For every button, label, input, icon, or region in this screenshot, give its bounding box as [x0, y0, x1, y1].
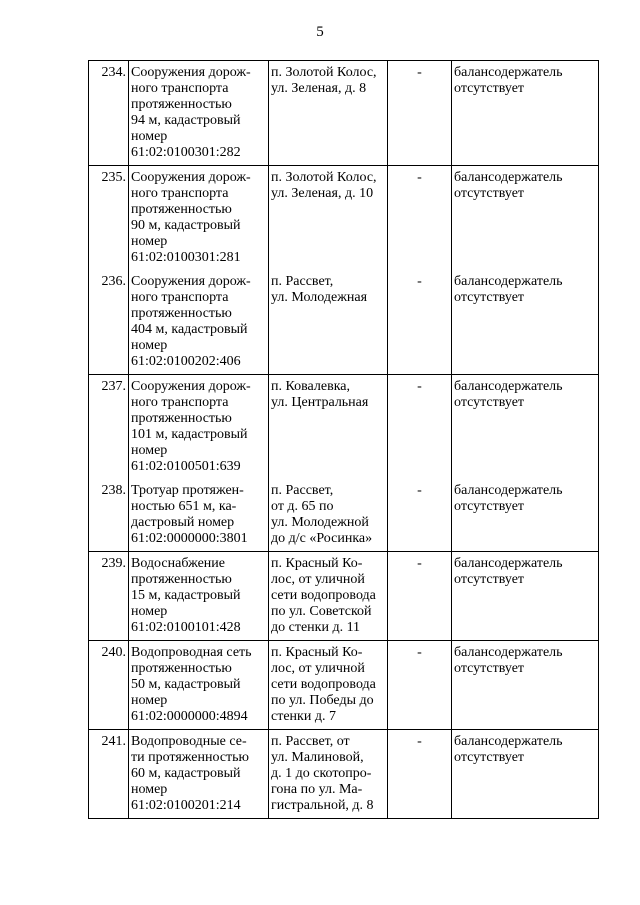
row-number: 240.: [89, 641, 129, 730]
balance-holder: балансодержатель отсутствует: [452, 61, 599, 166]
object-name: Сооружения дорож- ного транспорта протяженностью 90 м, кадастровый номер 61:02:0100301:281: [129, 166, 269, 271]
column-4-value: -: [388, 61, 452, 166]
column-4-value: -: [388, 270, 452, 375]
table-row: [89, 61, 599, 166]
table-row: [89, 479, 599, 552]
column-4-value: -: [388, 730, 452, 819]
object-name: Сооружения дорож- ного транспорта протяженностью 94 м, кадастровый номер 61:02:0100301:282: [129, 61, 269, 166]
row-number: 238.: [89, 479, 129, 552]
balance-holder: балансодержатель отсутствует: [452, 375, 599, 480]
object-name: Сооружения дорож- ного транспорта протяженностью 404 м, кадастровый номер 61:02:0100202:406: [129, 270, 269, 375]
column-4-value: -: [388, 641, 452, 730]
balance-holder: балансодержатель отсутствует: [452, 552, 599, 641]
object-address: п. Ковалевка, ул. Центральная: [269, 375, 388, 480]
row-number: 237.: [89, 375, 129, 480]
property-table: [88, 60, 599, 819]
object-address: п. Красный Ко- лос, от уличной сети водопровода по ул. Советской до стенки д. 11: [269, 552, 388, 641]
row-number: 234.: [89, 61, 129, 166]
object-address: п. Золотой Колос, ул. Зеленая, д. 8: [269, 61, 388, 166]
balance-holder: балансодержатель отсутствует: [452, 730, 599, 819]
page-number: 5: [316, 24, 324, 40]
object-address: п. Золотой Колос, ул. Зеленая, д. 10: [269, 166, 388, 271]
object-address: п. Рассвет, ул. Молодежная: [269, 270, 388, 375]
balance-holder: балансодержатель отсутствует: [452, 166, 599, 271]
object-name: Тротуар протяжен- ностью 651 м, ка- дастровый номер 61:02:0000000:3801: [129, 479, 269, 552]
balance-holder: балансодержатель отсутствует: [452, 479, 599, 552]
balance-holder: балансодержатель отсутствует: [452, 641, 599, 730]
object-name: Водопроводная сеть протяженностью 50 м, кадастровый номер 61:02:0000000:4894: [129, 641, 269, 730]
object-name: Водоснабжение протяженностью 15 м, кадастровый номер 61:02:0100101:428: [129, 552, 269, 641]
table-row: [89, 552, 599, 641]
table-row: [89, 166, 599, 271]
table-row: [89, 641, 599, 730]
object-address: п. Красный Ко- лос, от уличной сети водопровода по ул. Победы до стенки д. 7: [269, 641, 388, 730]
object-address: п. Рассвет, от ул. Малиновой, д. 1 до скотопро- гона по ул. Ма- гистральной, д. 8: [269, 730, 388, 819]
object-name: Сооружения дорож- ного транспорта протяженностью 101 м, кадастровый номер 61:02:0100501:639: [129, 375, 269, 480]
row-number: 239.: [89, 552, 129, 641]
row-number: 236.: [89, 270, 129, 375]
column-4-value: -: [388, 552, 452, 641]
table-row: [89, 270, 599, 375]
object-address: п. Рассвет, от д. 65 по ул. Молодежной до д/с «Росинка»: [269, 479, 388, 552]
table-row: [89, 730, 599, 819]
balance-holder: балансодержатель отсутствует: [452, 270, 599, 375]
object-name: Водопроводные се- ти протяженностью 60 м, кадастровый номер 61:02:0100201:214: [129, 730, 269, 819]
table-row: [89, 375, 599, 480]
row-number: 235.: [89, 166, 129, 271]
column-4-value: -: [388, 479, 452, 552]
row-number: 241.: [89, 730, 129, 819]
column-4-value: -: [388, 166, 452, 271]
column-4-value: -: [388, 375, 452, 480]
